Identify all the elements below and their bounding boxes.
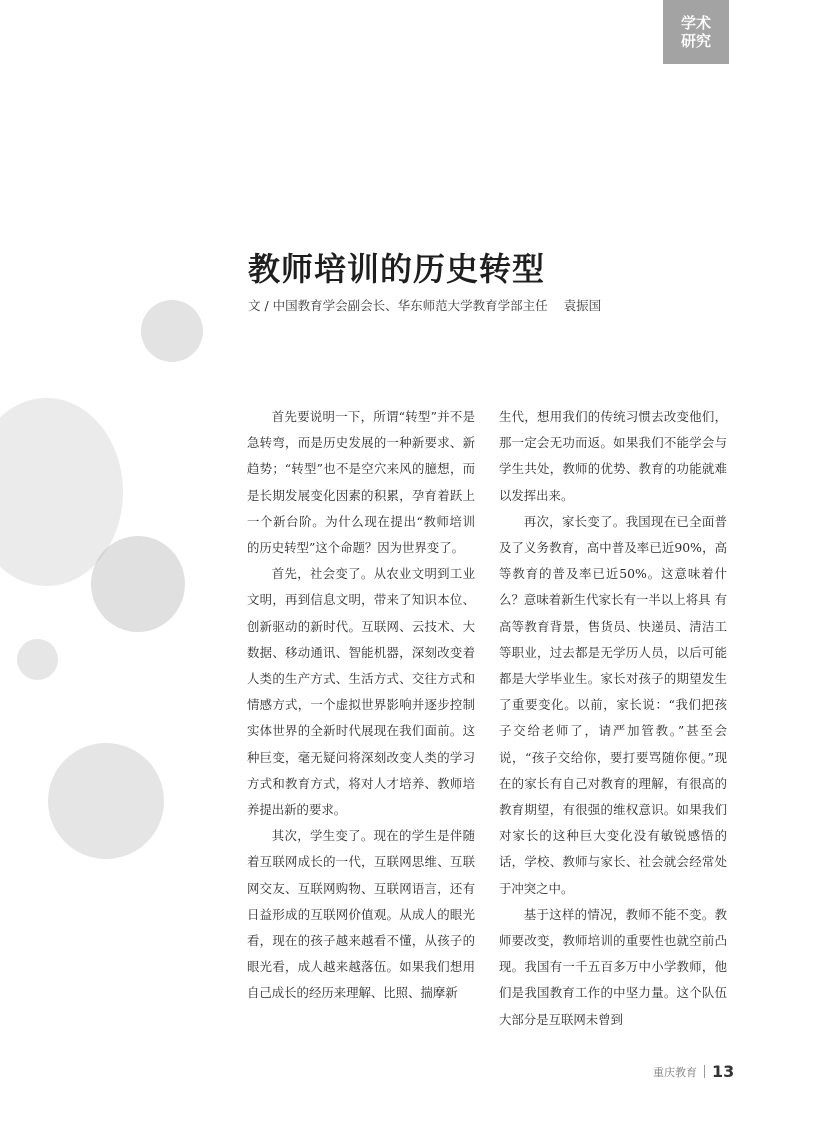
body-paragraph: 再次，家长变了。我国现在已全面普及了义务教育，高中普及率已近90%，高等教育的普及率已近50%。这意味着什么？意味着新生代家长有一半以上将具 有高等教育背景，售货员、快递员、清洁工等职业，过去都是无学历人员，以后可能都是大学毕业生。家长对孩子的期望发生了重要变化。以前，家长说：“我们把孩子交给老师了，请严加管教。”甚至会说，“孩子交给你，要打要骂随你便。”现在的家长有自己对教育的理解，有很高的教育期望，有很强的维权意识。如果我们对家长的这种巨大变化没有敏锐感悟的话，学校、教师与家长、社会就会经常处于冲突之中。 (499, 513, 727, 896)
publication-name: 重庆教育 (653, 1065, 697, 1079)
decorative-circle-overlap (91, 536, 185, 632)
page-number: 13 (712, 1062, 735, 1081)
body-paragraph: 首先，社会变了。从农业文明到工业文明，再到信息文明，带来了知识本位、创新驱动的新时代。互联网、云技术、大数据、移动通讯、智能机器，深刻改变着人类的生产方式、生活方式、交往方式和情感方式，一个虚拟世界影响并逐步控制实体世界的全新时代展现在我们面前。这种巨变，毫无疑问将深刻改变人类的学习方式和教育方式，将对人才培养、教师培养提出新的要求。 (247, 566, 475, 818)
body-paragraph: 首先要说明一下，所谓“转型”并不是急转弯，而是历史发展的一种新要求、新趋势；“转型”也不是空穴来风的臆想，而是长期发展变化因素的积累，孕育着跃上一个新台阶。为什么现在提出“教师培训的历史转型”这个命题？因为世界变了。 (247, 409, 475, 556)
body-column-left (247, 404, 475, 1007)
byline (248, 296, 601, 314)
decorative-circle (48, 743, 164, 859)
body-column-right (499, 404, 727, 1033)
decorative-circle (141, 300, 203, 362)
section-tag (663, 0, 729, 64)
article-title: 教师培训的历史转型 (248, 250, 546, 288)
section-tag-line2: 研究 (680, 32, 711, 50)
body-paragraph: 基于这样的情况，教师不能不变。教师要改变，教师培训的重要性也就空前凸现。我国有一千五百多万中小学教师，他们是我国教育工作的中坚力量。这个队伍大部分是互联网未曾到 (499, 906, 727, 1027)
author-name: 袁振国 (563, 298, 602, 313)
body-paragraph: 其次，学生变了。现在的学生是伴随着互联网成长的一代，互联网思维、互联网交友、互联网购物、互联网语言，还有日益形成的互联网价值观。从成人的眼光看，现在的孩子越来越看不懂，从孩子的眼光看，成人越来越落伍。如果我们想用自己成长的经历来理解、比照、揣摩新 (247, 828, 475, 1001)
footer-divider (704, 1065, 705, 1078)
decorative-circle (17, 639, 58, 680)
byline-prefix: 文 / 中国教育学会副会长、华东师范大学教育学部主任 (248, 298, 548, 313)
body-paragraph: 生代，想用我们的传统习惯去改变他们，那一定会无功而返。如果我们不能学会与学生共处，教师的优势、教育的功能就难以发挥出来。 (499, 409, 727, 503)
section-tag-line1: 学术 (680, 14, 711, 32)
page-footer (653, 1062, 734, 1081)
